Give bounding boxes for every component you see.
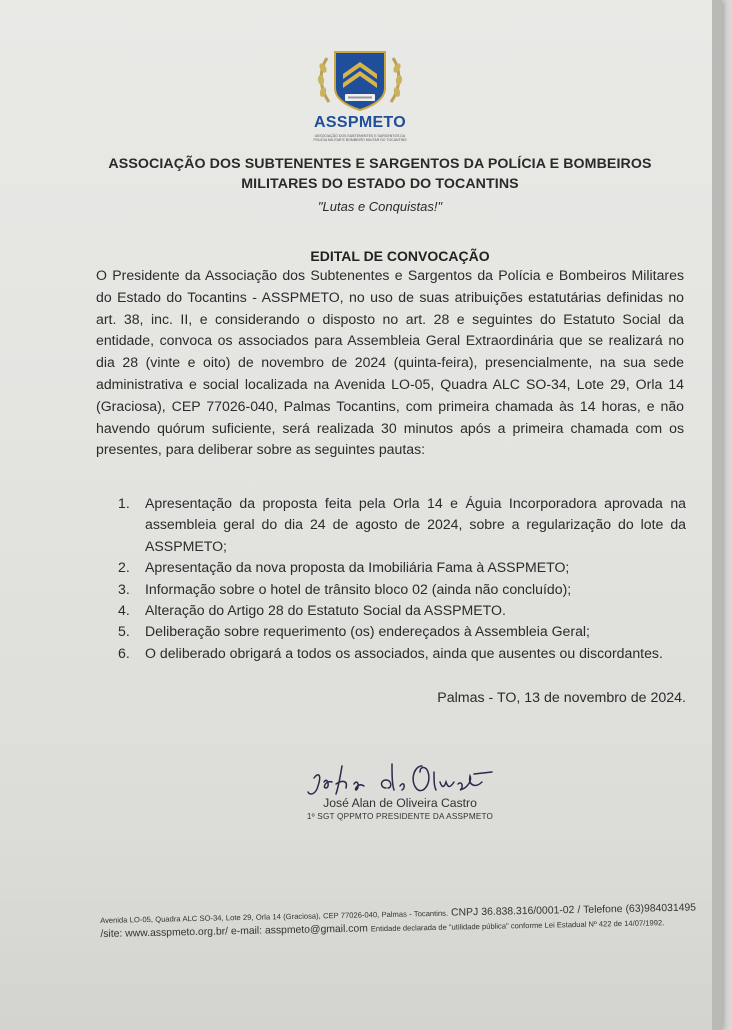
org-title-line-2: MILITARES DO ESTADO DO TOCANTINS xyxy=(241,176,519,192)
agenda-item xyxy=(118,621,686,642)
agenda-item-number: 1. xyxy=(118,495,130,511)
motto: "Lutas e Conquistas!" xyxy=(317,199,443,214)
organization-title xyxy=(80,154,680,194)
agenda-item-number: 6. xyxy=(118,644,130,661)
convocation-body: O Presidente da Associação dos Subtenentes e Sargentos da Polícia e Bombeiros Militares do Estado do Tocantins - ASSPMETO, no uso de suas atribuições estatutárias definidas no art. 38, inc. II, e considerando o disposto no art. 28 e seguintes do Estatuto Social da entidade, convoca os associados para Assembleia Geral Extraordinária que se realizará no dia 28 (vinte e oito) de novembro de 2024 (quinta-feira), presencialmente, na sua sede administrativa e social localizada na Avenida LO-05, Quadra ALC SO-34, Lote 29, Orla 14 (Graciosa), CEP 77026-040, Palmas Tocantins, com primeira chamada às 14 horas, e não havendo quórum suficiente, será realizada 30 minutos após a primeira chamada com os presentes, para deliberar sobre as seguintes pautas: xyxy=(96,267,684,458)
agenda-list xyxy=(118,493,686,664)
asspmeto-logo xyxy=(305,48,415,148)
agenda-item-number: 2. xyxy=(118,559,130,576)
agenda-item xyxy=(118,557,686,578)
agenda-item-text: Apresentação da proposta feita pela Orla 14 e Águia Incorporadora aprovada na assembleia geral do dia 24 de agosto de 2024, sobre a regularização do lote da ASSPMETO; xyxy=(145,495,686,554)
signer-name: José Alan de Oliveira Castro xyxy=(323,796,477,810)
footer-note: Entidade declarada de "utilidade pública" conforme Lei Estadual Nº 422 de 14/07/1992. xyxy=(370,918,665,934)
logo-subtitle: ASSOCIAÇÃO DOS SUBTENENTES E SARGENTOS DA POLÍCIA MILITAR E BOMBEIRO MILITAR DO TOCANTINS xyxy=(313,134,407,142)
agenda-item-number: 3. xyxy=(118,580,130,597)
logo-wordmark: ASSPMETO xyxy=(314,114,406,131)
org-title-line-1: ASSOCIAÇÃO DOS SUBTENENTES E SARGENTOS DA POLÍCIA E BOMBEIROS xyxy=(108,156,652,172)
signer-role: 1º SGT QPPMTO PRESIDENTE DA ASSPMETO xyxy=(306,812,494,821)
footer-address: Avenida LO-05, Quadra ALC SO-34, Lote 29, Orla 14 (Graciosa), CEP 77026-040, Palmas - Tocantins. xyxy=(100,908,449,925)
agenda-item xyxy=(118,600,686,621)
agenda-item-number: 4. xyxy=(118,602,130,619)
footer-contact: CNPJ 36.838.316/0001-02 / Telefone (63)984031495 /site: www.asspmeto.org.br/ e-mail: asspmeto@gmail.com xyxy=(100,902,697,940)
edital-title: EDITAL DE CONVOCAÇÃO xyxy=(310,248,490,264)
agenda-item xyxy=(118,643,686,664)
place-date: Palmas - TO, 13 de novembro de 2024. xyxy=(437,690,686,706)
agenda-item-text: Alteração do Artigo 28 do Estatuto Social da ASSPMETO. xyxy=(145,602,506,619)
agenda-item-text: Deliberação sobre requerimento (os) endereçados à Assembleia Geral; xyxy=(145,623,590,640)
agenda-item-text: Informação sobre o hotel de trânsito bloco 02 (ainda não concluído); xyxy=(145,580,572,597)
agenda-item xyxy=(118,493,686,557)
footer xyxy=(100,902,696,942)
agenda-item xyxy=(118,579,686,600)
page-edge xyxy=(712,0,722,1030)
agenda-item-text: O deliberado obrigará a todos os associados, ainda que ausentes ou discordantes. xyxy=(145,644,663,661)
agenda-item-number: 5. xyxy=(118,623,130,640)
agenda-item-text: Apresentação da nova proposta da Imobiliária Fama à ASSPMETO; xyxy=(145,559,570,576)
shield-emblem-icon xyxy=(305,48,415,114)
